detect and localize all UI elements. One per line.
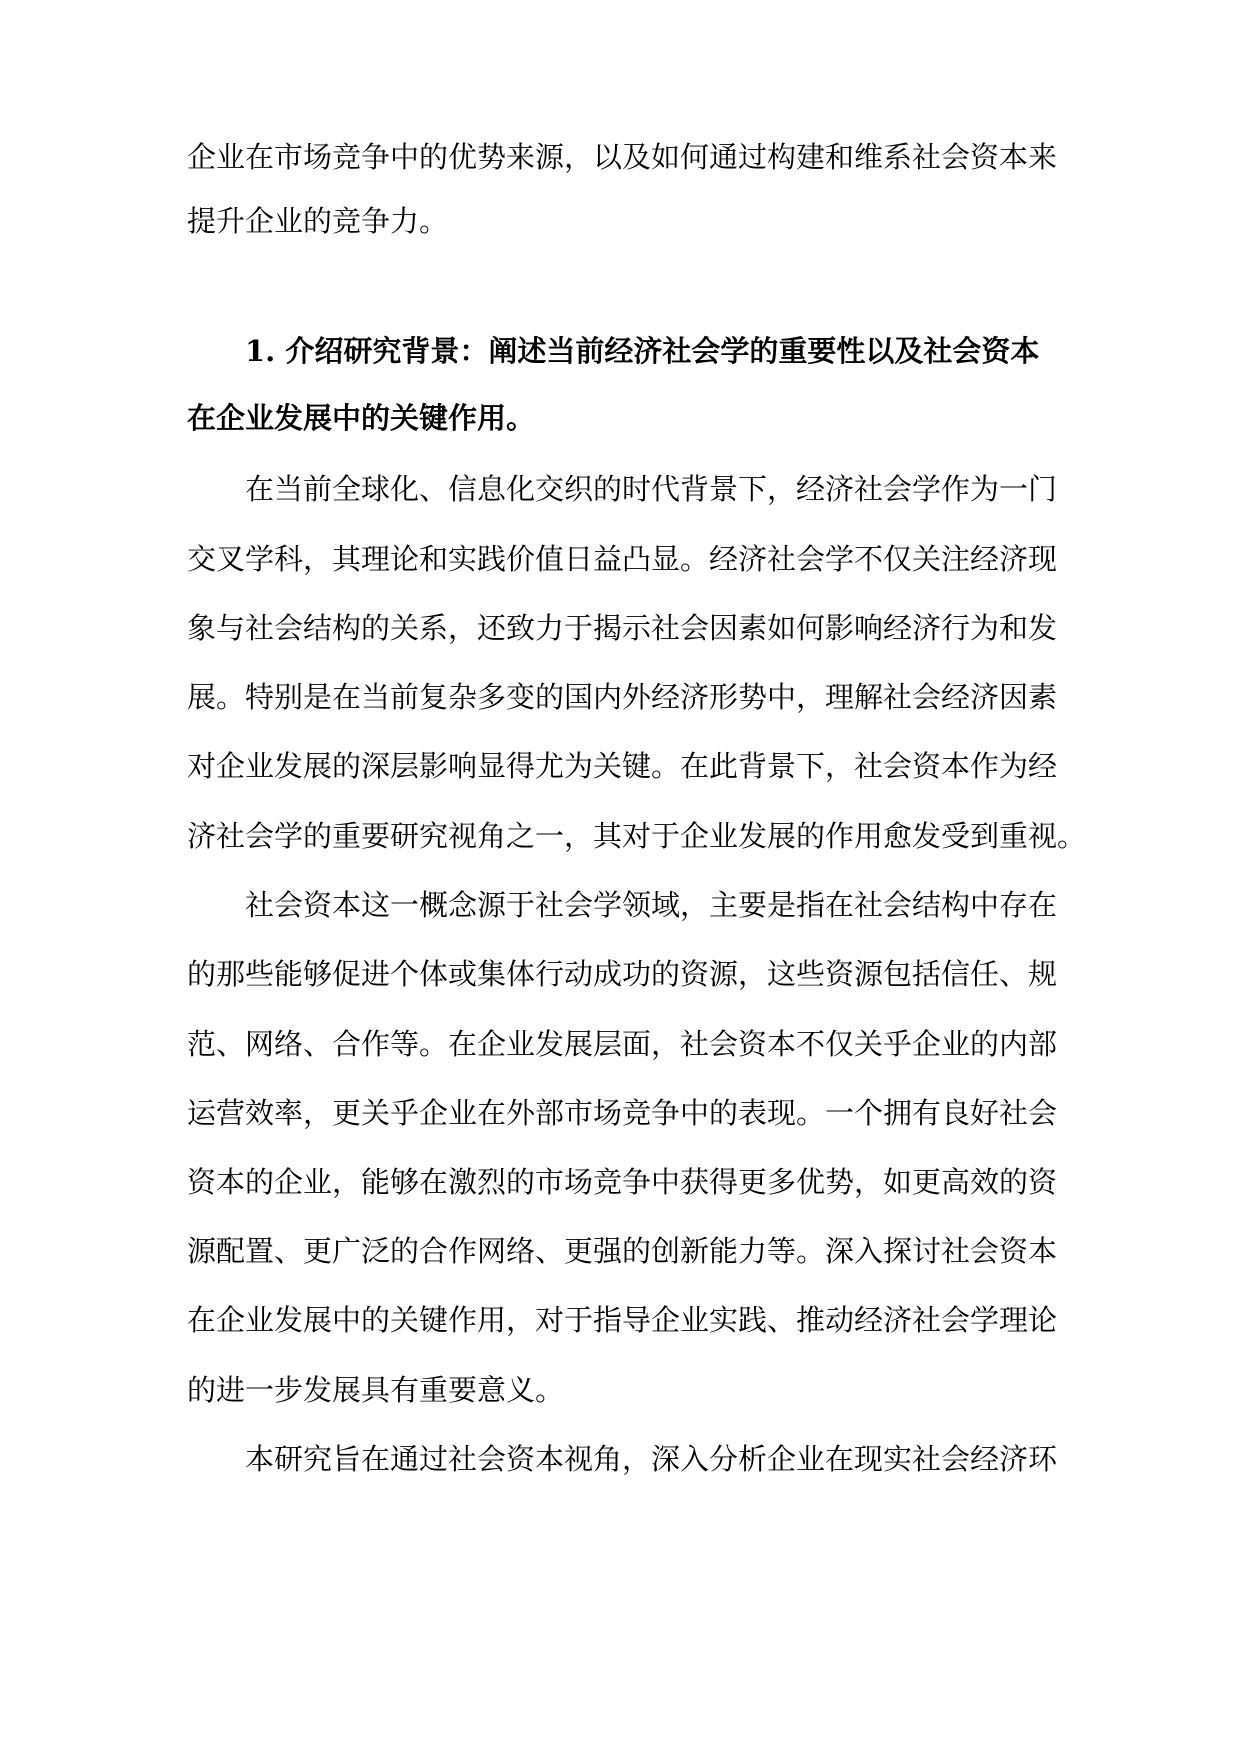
section-heading-line: 在企业发展中的关键作用。 [187,401,536,435]
paragraph-line: 社会资本这一概念源于社会学领域，主要是指在社会结构中存在 [245,888,1058,922]
paragraph-line: 资本的企业，能够在激烈的市场竞争中获得更多优势，如更高效的资 [187,1165,1058,1199]
paragraph-line: 源配置、更广泛的合作网络、更强的创新能力等。深入探讨社会资本 [187,1234,1058,1268]
paragraph-line: 对企业发展的深层影响显得尤为关键。在此背景下，社会资本作为经 [187,749,1058,783]
paragraph-line: 运营效率，更关乎企业在外部市场竞争中的表现。一个拥有良好社会 [187,1096,1058,1130]
paragraph-line: 企业在市场竞争中的优势来源，以及如何通过构建和维系社会资本来 [187,140,1058,174]
paragraph-line: 本研究旨在通过社会资本视角，深入分析企业在现实社会经济环 [245,1442,1058,1476]
paragraph-line: 的那些能够促进个体或集体行动成功的资源，这些资源包括信任、规 [187,957,1058,991]
paragraph-line: 提升企业的竞争力。 [187,204,449,238]
section-heading-line: 1. 介绍研究背景：阐述当前经济社会学的重要性以及社会资本 [245,334,1040,368]
paragraph-line: 范、网络、合作等。在企业发展层面，社会资本不仅关乎企业的内部 [187,1027,1058,1061]
paragraph-line: 象与社会结构的关系，还致力于揭示社会因素如何影响经济行为和发 [187,611,1058,645]
paragraph-line: 在当前全球化、信息化交织的时代背景下，经济社会学作为一门 [245,472,1058,506]
paragraph-line: 展。特别是在当前复杂多变的国内外经济形势中，理解社会经济因素 [187,680,1058,714]
paragraph-line: 的进一步发展具有重要意义。 [187,1373,565,1407]
paragraph-line: 交叉学科，其理论和实践价值日益凸显。经济社会学不仅关注经济现 [187,542,1058,576]
paragraph-line: 济社会学的重要研究视角之一，其对于企业发展的作用愈发受到重视。 [187,819,1087,853]
paragraph-line: 在企业发展中的关键作用，对于指导企业实践、推动经济社会学理论 [187,1303,1058,1337]
